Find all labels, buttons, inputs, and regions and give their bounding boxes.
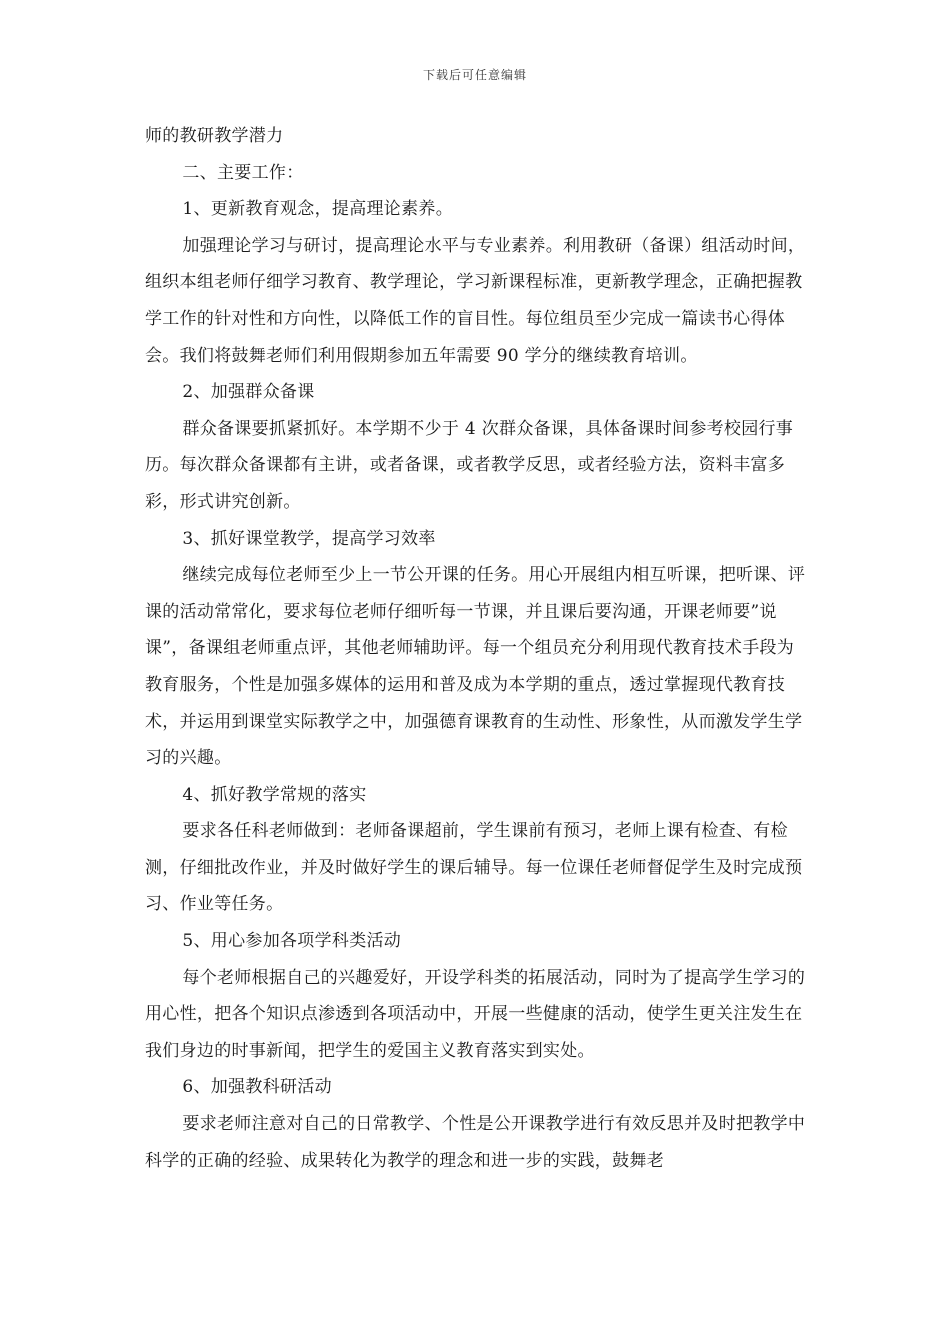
item-body-4: 要求各任科老师做到：老师备课超前，学生课前有预习，老师上课有检查、有检测，仔细批改作业，并及时做好学生的课后辅导。每一位课任老师督促学生及时完成预习、作业等任务。 [145, 821, 803, 915]
item-body-5: 每个老师根据自己的兴趣爱好，开设学科类的拓展活动，同时为了提高学生学习的用心性，把各个知识点渗透到各项活动中，开展一些健康的活动，使学生更关注发生在我们身边的时事新闻，把学生的爱国主义教育落实到实处。 [145, 967, 806, 1061]
item-heading-2: 2、加强群众备课 [182, 382, 315, 403]
section-heading-main-work: 二、主要工作： [182, 162, 304, 183]
item-body-6: 要求老师注意对自己的日常教学、个性是公开课教学进行有效反思并及时把教学中科学的正确的经验、成果转化为教学的理念和进一步的实践，鼓舞老 [145, 1114, 806, 1171]
document-body [145, 118, 810, 1179]
item-heading-1: 1、更新教育观念，提高理论素养。 [182, 199, 454, 220]
item-body-2: 群众备课要抓紧抓好。本学期不少于 4 次群众备课，具体备课时间参考校园行事历。每次群众备课都有主讲，或者备课，或者教学反思，或者经验方法，资料丰富多彩，形式讲究创新。 [145, 418, 794, 512]
item-heading-6: 6、加强教科研活动 [182, 1077, 332, 1098]
item-body-3: 继续完成每位老师至少上一节公开课的任务。用心开展组内相互听课，把听课、评课的活动常常化，要求每位老师仔细听每一节课，并且课后要沟通，开课老师要”说课”，备课组老师重点评，其他老师辅助评。每一个组员充分利用现代教育技术手段为教育服务，个性是加强多媒体的运用和普及成为本学期的重点，透过掌握现代教育技术，并运用到课堂实际教学之中，加强德育课教育的生动性、形象性，从而激发学生学习的兴趣。 [145, 565, 806, 769]
paragraph-continuation: 师的教研教学潜力 [145, 126, 284, 146]
item-body-1: 加强理论学习与研讨，提高理论水平与专业素养。利用教研（备课）组活动时间，组织本组老师仔细学习教育、教学理论，学习新课程标准，更新教学理念，正确把握教学工作的针对性和方向性，以降低工作的盲目性。每位组员至少完成一篇读书心得体会。我们将鼓舞老师们利用假期参加五年需要 90 学分的继续教育培训。 [145, 235, 806, 366]
item-heading-5: 5、用心参加各项学科类活动 [182, 931, 402, 952]
item-heading-4: 4、抓好教学常规的落实 [182, 784, 367, 805]
page-header: 下载后可任意编辑 [422, 68, 527, 82]
item-heading-3: 3、抓好课堂教学，提高学习效率 [182, 528, 436, 549]
